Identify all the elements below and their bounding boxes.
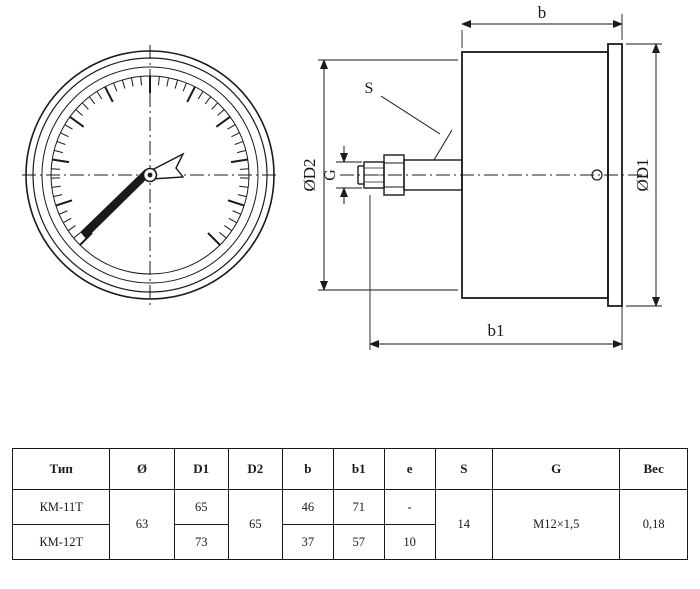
cell-d1-km12t: 73	[174, 525, 228, 560]
table-row	[13, 490, 688, 525]
column-header-type: Тип	[13, 449, 110, 490]
cell-d1-km11t: 65	[174, 490, 228, 525]
cell-weight: 0,18	[620, 490, 688, 560]
cell-g: М12×1,5	[493, 490, 620, 560]
label-d1: ØD1	[633, 158, 652, 192]
s-leader-line	[381, 96, 440, 134]
gauge-pointer-hub-center	[148, 173, 153, 178]
label-b1: b1	[487, 321, 505, 340]
label-b: b	[537, 3, 547, 22]
column-header-d1: D1	[174, 449, 228, 490]
cell-type-km12t: КМ-12Т	[13, 525, 110, 560]
gauge-pointer	[81, 154, 183, 238]
cell-d2: 65	[228, 490, 282, 560]
label-s: S	[364, 80, 374, 97]
table-header-row	[13, 449, 688, 490]
specifications-table	[12, 448, 688, 560]
label-g: G	[322, 169, 339, 181]
column-header-weight: Вес	[620, 449, 688, 490]
cell-b-km11t: 46	[282, 490, 333, 525]
cell-s: 14	[435, 490, 493, 560]
cell-e-km11t: -	[384, 490, 435, 525]
column-header-b: b	[282, 449, 333, 490]
cell-b1-km12t: 57	[333, 525, 384, 560]
gauge-side-view	[300, 3, 662, 350]
cell-diameter: 63	[110, 490, 174, 560]
cell-b-km12t: 37	[282, 525, 333, 560]
cell-type-km11t: КМ-11Т	[13, 490, 110, 525]
column-header-b1: b1	[333, 449, 384, 490]
column-header-d2: D2	[228, 449, 282, 490]
gauge-front-view	[22, 45, 278, 305]
column-header-g: G	[493, 449, 620, 490]
column-header-s: S	[435, 449, 493, 490]
label-d2: ØD2	[300, 158, 319, 192]
column-header-e: e	[384, 449, 435, 490]
column-header-diameter: Ø	[110, 449, 174, 490]
cell-e-km12t: 10	[384, 525, 435, 560]
cell-b1-km11t: 71	[333, 490, 384, 525]
